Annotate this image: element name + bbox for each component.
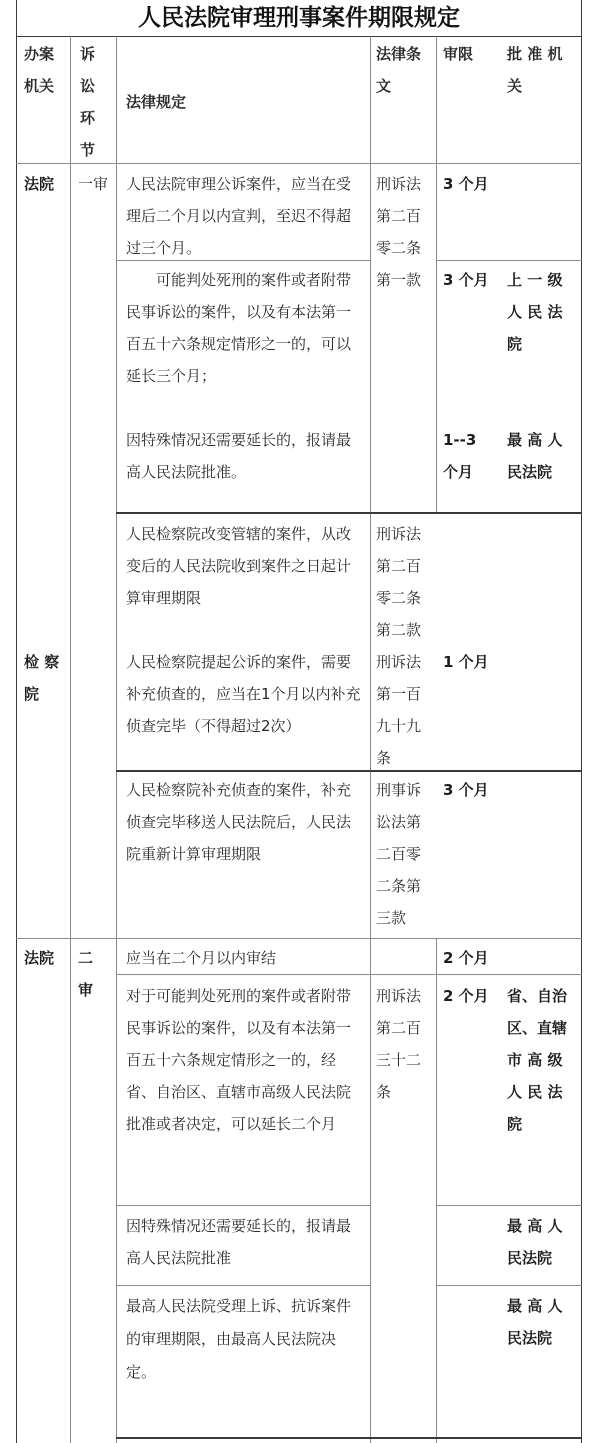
- grid-line: [116, 770, 582, 772]
- article-text: 刑诉法 第一百 九十九 条: [376, 653, 422, 767]
- provision-text: 人民检察院提起公诉的案件，需要补充侦查的，应当在1个月以内补充侦查完毕（不得超过2次）: [126, 653, 361, 735]
- stage-second-instance: 二 审: [78, 949, 94, 999]
- agency-court-second: 法院: [24, 949, 55, 967]
- article-text: 刑事诉 讼法第 二百零 二条第 三款: [376, 781, 422, 927]
- approver-text: 最 高 人 民法院: [507, 1217, 563, 1267]
- approver-text: 最 高 人 民法院: [507, 1297, 563, 1347]
- grid-line: [116, 974, 582, 975]
- provision-text: 人民检察院补充侦查的案件，补充侦查完毕移送人民法院后，人民法院重新计算审理期限: [126, 781, 352, 863]
- limit-text: 3 个月: [443, 175, 489, 193]
- article-text: 刑诉法 第二百 零二条 第一款: [376, 175, 422, 289]
- page-title: 人民法院审理刑事案件期限规定: [138, 5, 460, 31]
- limit-text: 3 个月: [443, 271, 489, 289]
- agency-court-first: 法院: [24, 175, 55, 193]
- grid-line: [436, 938, 437, 1443]
- approver-text: 最 高 人 民法院: [507, 431, 563, 481]
- header-article: 法律条 文: [376, 45, 422, 95]
- grid-line: [116, 1205, 370, 1206]
- grid-line: [116, 1285, 370, 1286]
- grid-line: [116, 1437, 582, 1439]
- approver-text: 上 一 级 人 民 法 院: [507, 271, 563, 353]
- provision-text: 应当在二个月以内审结: [126, 949, 277, 967]
- grid-line: [116, 512, 582, 514]
- provision-text: 最高人民法院受理上诉、抗诉案件的审理期限，由最高人民法院决定。: [126, 1297, 352, 1381]
- provision-text: 因特殊情况还需要延长的，报请最高人民法院批准: [126, 1217, 352, 1267]
- header-stage: 诉 讼 环 节: [80, 45, 96, 159]
- grid-line: [370, 36, 371, 1443]
- limit-text: 3 个月: [443, 781, 489, 799]
- provision-text: 对于可能判处死刑的案件或者附带民事诉讼的案件，以及有本法第一百五十六条规定情形之一的，经省、自治区、直辖市高级人民法院批准或者决定，可以延长二个月: [126, 987, 352, 1133]
- header-provision: 法律规定: [126, 93, 187, 111]
- article-text: 刑诉法 第二百 零二条 第二款: [376, 525, 422, 639]
- provision-text: 人民法院审理公诉案件，应当在受理后二个月以内宣判，至迟不得超过三个月。: [126, 175, 352, 257]
- provision-text: 因特殊情况还需要延长的，报请最高人民法院批准。: [126, 431, 352, 481]
- limit-text: 1--3 个月: [443, 431, 477, 481]
- grid-line: [16, 938, 582, 939]
- grid-line: [70, 36, 71, 1443]
- header-limit: 审限: [443, 45, 474, 63]
- header-agency: 办案 机关: [24, 45, 55, 95]
- stage-first-instance: 一审: [78, 175, 109, 193]
- provision-text: 人民检察院改变管辖的案件，从改变后的人民法院收到案件之日起计算审理期限: [126, 525, 352, 607]
- grid-line: [116, 36, 117, 1443]
- grid-line: [16, 36, 582, 37]
- limit-text: 2 个月: [443, 949, 489, 967]
- limit-text: 2 个月: [443, 987, 489, 1005]
- agency-procuratorate: 检 察 院: [24, 653, 60, 703]
- article-text: 刑诉法 第二百 三十二 条: [376, 987, 422, 1101]
- grid-line: [436, 260, 582, 261]
- limit-text: 1 个月: [443, 653, 489, 671]
- provision-text: 可能判处死刑的案件或者附带民事诉讼的案件，以及有本法第一百五十六条规定情形之一的，可以延长三个月；: [126, 271, 352, 385]
- grid-line: [436, 1285, 582, 1286]
- header-approver: 批 准 机 关: [507, 45, 563, 95]
- grid-line: [436, 1205, 582, 1206]
- approver-text: 省、自治 区、直辖 市 高 级 人 民 法 院: [507, 987, 568, 1133]
- grid-line: [436, 36, 437, 512]
